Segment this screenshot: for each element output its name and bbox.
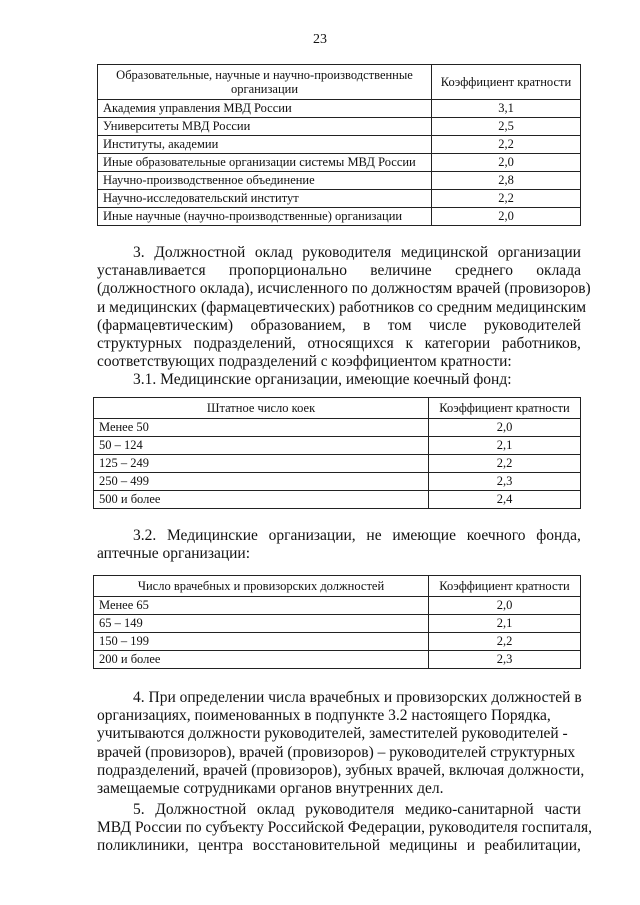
row-coefficient: 2,0	[432, 208, 581, 226]
word: аптечные организации:	[97, 545, 251, 563]
word: работников,	[501, 335, 581, 353]
column-header-coefficient: Коэффициент кратности	[429, 398, 581, 419]
bed-fund-table	[93, 397, 581, 509]
row-label: Иные образовательные организации системы МВД России	[98, 154, 432, 172]
row-coefficient: 2,0	[429, 419, 581, 437]
row-label: 125 – 249	[94, 455, 429, 473]
word: и	[466, 837, 476, 855]
row-coefficient: 2,5	[432, 118, 581, 136]
word: и медицинских (фармацевтических) работников со средним медицинским	[97, 298, 587, 316]
word: руководителя	[305, 801, 395, 818]
positions-table	[93, 575, 581, 669]
row-coefficient: 2,2	[432, 190, 581, 208]
word: к	[405, 335, 413, 353]
word: 3.	[133, 244, 145, 261]
word: врачей (провизоров), врачей (провизоров) – руководителей структурных	[97, 743, 576, 761]
row-coefficient: 2,2	[429, 633, 581, 651]
row-coefficient: 2,3	[429, 651, 581, 669]
word: руководителей	[483, 316, 581, 334]
row-coefficient: 2,4	[429, 491, 581, 509]
paragraph-line	[97, 689, 581, 707]
word: в	[363, 316, 371, 334]
paragraph-line	[97, 780, 581, 798]
paragraph-line	[97, 545, 581, 563]
word: оклад	[256, 801, 295, 818]
word: замещаемые сотрудниками органов внутренних дел.	[97, 780, 444, 798]
table-row	[98, 154, 581, 172]
row-coefficient: 2,2	[429, 455, 581, 473]
table-row	[98, 190, 581, 208]
word: поликлиники,	[97, 837, 189, 855]
column-header-coefficient: Коэффициент кратности	[432, 65, 581, 100]
row-label: Научно-исследовательский институт	[98, 190, 432, 208]
word: 4. При определении числа врачебных и провизорских должностей в	[133, 689, 582, 706]
paragraph-line	[97, 707, 581, 725]
paragraph-line	[97, 819, 593, 837]
column-header-positions: Число врачебных и провизорских должностей	[94, 576, 429, 597]
paragraph-line	[97, 837, 581, 855]
word: Медицинские	[166, 527, 258, 544]
table-row	[94, 491, 581, 509]
row-label: 50 – 124	[94, 437, 429, 455]
row-label: 200 и более	[94, 651, 429, 669]
paragraph-line	[97, 335, 581, 353]
paragraph-4	[97, 689, 585, 798]
word: величине	[370, 262, 432, 280]
row-coefficient: 3,1	[432, 100, 581, 118]
word: восстановительной	[252, 837, 380, 855]
row-coefficient: 2,1	[429, 615, 581, 633]
word: структурных	[97, 335, 182, 353]
word: образованием,	[250, 316, 346, 334]
word: устанавливается	[97, 262, 206, 280]
table-row	[98, 136, 581, 154]
table-row	[98, 172, 581, 190]
educational-organizations-table	[97, 64, 581, 226]
page-number: 23	[313, 32, 327, 47]
table-row	[98, 208, 581, 226]
table-header-row	[94, 398, 581, 419]
word: учитываются должности руководителей, заместителей руководителей -	[97, 725, 568, 743]
table-row	[98, 118, 581, 136]
row-label: Менее 65	[94, 597, 429, 615]
paragraph-line	[97, 353, 581, 371]
table-row	[98, 100, 581, 118]
word: центра	[198, 837, 244, 855]
word: медицины	[389, 837, 458, 855]
row-coefficient: 2,3	[429, 473, 581, 491]
row-label: Институты, академии	[98, 136, 432, 154]
row-label: Иные научные (научно-производственные) организации	[98, 208, 432, 226]
word: фонда,	[536, 527, 581, 544]
word: числе	[428, 316, 467, 334]
paragraph-line	[97, 761, 585, 780]
row-coefficient: 2,2	[432, 136, 581, 154]
table-row	[94, 437, 581, 455]
row-coefficient: 2,0	[432, 154, 581, 172]
paragraph-line: 3.1. Медицинские организации, имеющие коечный фонд:	[133, 371, 512, 388]
word: оклад	[254, 244, 293, 261]
paragraph-line	[97, 725, 581, 743]
paragraph-line	[97, 801, 581, 819]
word: организации,	[268, 527, 356, 544]
word: организации	[497, 244, 581, 261]
column-header-coefficient: Коэффициент кратности	[429, 576, 581, 597]
word: том	[387, 316, 412, 334]
table-row	[94, 651, 581, 669]
column-header-organization: Образовательные, научные и научно-производственные организации	[98, 65, 432, 100]
word: подразделений,	[193, 335, 296, 353]
row-label: Университеты МВД России	[98, 118, 432, 136]
word: оклада	[536, 262, 581, 280]
row-label: 150 – 199	[94, 633, 429, 651]
paragraph-line	[97, 280, 591, 298]
word: коечного	[466, 527, 526, 544]
paragraph-3	[97, 244, 591, 371]
word: реабилитации,	[484, 837, 581, 855]
word: (фармацевтическим)	[97, 316, 234, 334]
row-coefficient: 2,0	[429, 597, 581, 615]
word: медико-санитарной	[404, 801, 534, 818]
row-label: 250 – 499	[94, 473, 429, 491]
word: среднего	[454, 262, 514, 280]
paragraph-line	[97, 262, 581, 280]
paragraph-5	[97, 801, 593, 856]
table-row	[94, 633, 581, 651]
word: Должностной	[155, 801, 247, 818]
table-row	[94, 455, 581, 473]
word: относящихся	[307, 335, 394, 353]
word: (должностного оклада), исчисленного по должностям врачей (провизоров)	[97, 280, 591, 298]
row-label: 500 и более	[94, 491, 429, 509]
word: медицинской	[400, 244, 489, 261]
paragraph-line	[97, 527, 581, 545]
table-row	[94, 473, 581, 491]
paragraph-3-1	[97, 371, 581, 389]
table-header-row	[98, 65, 581, 100]
table-header-row	[94, 576, 581, 597]
word: МВД России по субъекту Российской Федерации, руководителя госпиталя,	[97, 819, 593, 837]
paragraph-line	[97, 244, 581, 262]
word: имеющие	[392, 527, 456, 544]
column-header-beds: Штатное число коек	[94, 398, 429, 419]
paragraph-line	[97, 317, 581, 335]
row-label: Академия управления МВД России	[98, 100, 432, 118]
paragraph-line	[97, 744, 581, 762]
table-row	[94, 419, 581, 437]
row-label: Менее 50	[94, 419, 429, 437]
word: организациях, поименованных в подпункте 3.2 настоящего Порядка,	[97, 707, 551, 725]
paragraph-3-2	[97, 527, 581, 563]
word: Должностной	[154, 244, 246, 261]
paragraph-line	[97, 298, 587, 317]
row-coefficient: 2,1	[429, 437, 581, 455]
word: 3.2.	[133, 527, 157, 544]
table-row	[94, 615, 581, 633]
word: не	[366, 527, 382, 544]
table-row	[94, 597, 581, 615]
word: пропорционально	[228, 262, 347, 280]
word: части	[544, 801, 581, 818]
word: категории	[424, 335, 491, 353]
word: 5.	[133, 801, 145, 818]
word: подразделений, врачей (провизоров), зубных врачей, включая должности,	[97, 761, 585, 779]
word: руководителя	[302, 244, 392, 261]
word: соответствующих подразделений с коэффициентом кратности:	[97, 353, 512, 371]
row-label: Научно-производственное объединение	[98, 172, 432, 190]
row-coefficient: 2,8	[432, 172, 581, 190]
row-label: 65 – 149	[94, 615, 429, 633]
